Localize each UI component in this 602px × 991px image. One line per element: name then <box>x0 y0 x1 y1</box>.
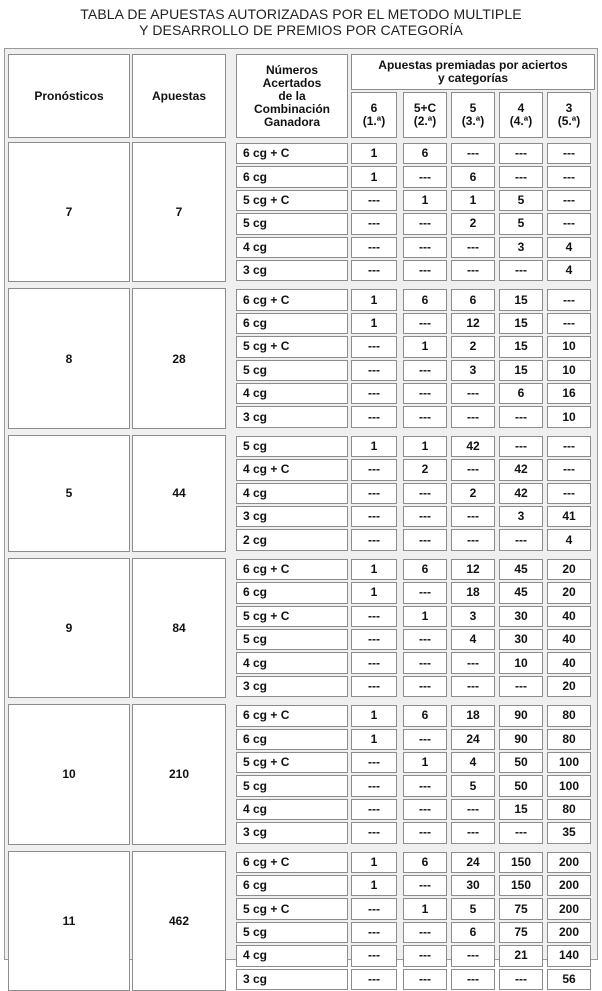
value-cell: 10 <box>547 360 591 381</box>
value-cell: --- <box>451 969 495 990</box>
value-cell: --- <box>451 237 495 258</box>
value-cell: 30 <box>499 629 543 650</box>
value-cell: --- <box>351 799 397 820</box>
value-cell: --- <box>451 459 495 480</box>
value-cell: --- <box>351 213 397 234</box>
value-cell: 4 <box>547 529 591 550</box>
value-cell: 30 <box>451 875 495 896</box>
value-cell: --- <box>351 406 397 427</box>
value-cell: --- <box>351 190 397 211</box>
value-cell: --- <box>403 945 447 966</box>
combo-cell: 3 cg <box>236 506 348 527</box>
value-cell: --- <box>351 506 397 527</box>
group-apuestas: 462 <box>132 851 226 991</box>
value-cell: 20 <box>547 676 591 697</box>
combo-cell: 3 cg <box>236 676 348 697</box>
value-cell: --- <box>499 406 543 427</box>
combo-cell: 5 cg <box>236 775 348 796</box>
value-cell: --- <box>547 190 591 211</box>
value-cell: 16 <box>547 383 591 404</box>
combo-cell: 5 cg + C <box>236 336 348 357</box>
title-line-2: Y DESARROLLO DE PREMIOS POR CATEGORÍA <box>139 22 463 38</box>
value-cell: --- <box>403 313 447 334</box>
group-pronosticos: 11 <box>8 851 130 991</box>
combo-cell: 6 cg <box>236 582 348 603</box>
value-cell: --- <box>547 483 591 504</box>
value-cell: --- <box>547 143 591 164</box>
value-cell: 3 <box>451 606 495 627</box>
value-cell: --- <box>403 652 447 673</box>
value-cell: --- <box>499 676 543 697</box>
value-cell: 12 <box>451 313 495 334</box>
value-cell: --- <box>403 775 447 796</box>
value-cell: 1 <box>351 729 397 750</box>
value-cell: --- <box>403 529 447 550</box>
combo-cell: 4 cg <box>236 383 348 404</box>
value-cell: 50 <box>499 775 543 796</box>
value-cell: 1 <box>351 166 397 187</box>
value-cell: 20 <box>547 582 591 603</box>
combo-cell: 4 cg <box>236 237 348 258</box>
value-cell: 150 <box>499 852 543 873</box>
value-cell: 40 <box>547 629 591 650</box>
value-cell: --- <box>351 652 397 673</box>
value-cell: --- <box>351 237 397 258</box>
value-cell: 4 <box>547 237 591 258</box>
value-cell: 3 <box>451 360 495 381</box>
value-cell: 15 <box>499 289 543 310</box>
value-cell: 1 <box>403 898 447 919</box>
value-cell: 75 <box>499 922 543 943</box>
value-cell: 6 <box>403 559 447 580</box>
value-cell: 21 <box>499 945 543 966</box>
value-cell: 24 <box>451 729 495 750</box>
value-cell: --- <box>451 822 495 843</box>
group-apuestas: 7 <box>132 142 226 282</box>
value-cell: 90 <box>499 705 543 726</box>
value-cell: 12 <box>451 559 495 580</box>
value-cell: 42 <box>499 459 543 480</box>
value-cell: --- <box>403 822 447 843</box>
value-cell: --- <box>351 360 397 381</box>
value-cell: 100 <box>547 752 591 773</box>
value-cell: 200 <box>547 898 591 919</box>
combo-cell: 3 cg <box>236 822 348 843</box>
value-cell: --- <box>403 676 447 697</box>
value-cell: --- <box>403 875 447 896</box>
value-cell: 80 <box>547 799 591 820</box>
value-cell: 2 <box>403 459 447 480</box>
value-cell: 42 <box>451 436 495 457</box>
value-cell: 40 <box>547 652 591 673</box>
value-cell: 35 <box>547 822 591 843</box>
value-cell: --- <box>451 945 495 966</box>
value-cell: 1 <box>403 752 447 773</box>
value-cell: --- <box>351 260 397 281</box>
value-cell: 6 <box>403 705 447 726</box>
combo-cell: 6 cg + C <box>236 705 348 726</box>
value-cell: 140 <box>547 945 591 966</box>
value-cell: 80 <box>547 705 591 726</box>
value-cell: 1 <box>351 143 397 164</box>
combo-cell: 5 cg <box>236 360 348 381</box>
value-cell: --- <box>403 969 447 990</box>
combo-cell: 6 cg + C <box>236 559 348 580</box>
group-apuestas: 28 <box>132 288 226 428</box>
value-cell: --- <box>351 898 397 919</box>
value-cell: 6 <box>451 166 495 187</box>
header-numeros-acertados: Números Acertados de la Combinación Ganadora <box>236 54 348 138</box>
combo-cell: 4 cg <box>236 945 348 966</box>
combo-cell: 6 cg + C <box>236 852 348 873</box>
value-cell: --- <box>351 459 397 480</box>
value-cell: --- <box>451 406 495 427</box>
value-cell: 6 <box>451 922 495 943</box>
value-cell: --- <box>451 260 495 281</box>
value-cell: --- <box>351 629 397 650</box>
value-cell: --- <box>547 436 591 457</box>
value-cell: 50 <box>499 752 543 773</box>
header-category-3: 5 (3.ª) <box>451 92 495 138</box>
value-cell: 1 <box>403 190 447 211</box>
value-cell: --- <box>451 799 495 820</box>
value-cell: --- <box>403 729 447 750</box>
combo-cell: 2 cg <box>236 529 348 550</box>
value-cell: 10 <box>499 652 543 673</box>
value-cell: --- <box>351 483 397 504</box>
combo-cell: 6 cg <box>236 729 348 750</box>
value-cell: 2 <box>451 213 495 234</box>
value-cell: 1 <box>351 875 397 896</box>
value-cell: --- <box>499 166 543 187</box>
value-cell: --- <box>351 529 397 550</box>
value-cell: --- <box>403 629 447 650</box>
combo-cell: 5 cg <box>236 922 348 943</box>
value-cell: 2 <box>451 336 495 357</box>
value-cell: --- <box>351 606 397 627</box>
value-cell: 56 <box>547 969 591 990</box>
value-cell: --- <box>451 529 495 550</box>
value-cell: 75 <box>499 898 543 919</box>
value-cell: 4 <box>547 260 591 281</box>
value-cell: 3 <box>499 237 543 258</box>
title-line-1: TABLA DE APUESTAS AUTORIZADAS POR EL METODO MULTIPLE <box>80 6 522 22</box>
combo-cell: 6 cg + C <box>236 143 348 164</box>
value-cell: 80 <box>547 729 591 750</box>
value-cell: 30 <box>499 606 543 627</box>
value-cell: --- <box>451 676 495 697</box>
value-cell: --- <box>499 143 543 164</box>
value-cell: 10 <box>547 336 591 357</box>
header-category-4: 4 (4.ª) <box>499 92 543 138</box>
value-cell: 1 <box>351 852 397 873</box>
combo-cell: 3 cg <box>236 969 348 990</box>
value-cell: --- <box>403 166 447 187</box>
value-cell: --- <box>403 406 447 427</box>
group-pronosticos: 5 <box>8 435 130 552</box>
value-cell: --- <box>403 483 447 504</box>
value-cell: 18 <box>451 705 495 726</box>
value-cell: 200 <box>547 922 591 943</box>
value-cell: --- <box>499 436 543 457</box>
header-apuestas: Apuestas <box>132 54 226 138</box>
value-cell: --- <box>547 459 591 480</box>
value-cell: 100 <box>547 775 591 796</box>
header-category-2: 5+C (2.ª) <box>403 92 447 138</box>
combo-cell: 4 cg <box>236 652 348 673</box>
value-cell: --- <box>351 945 397 966</box>
value-cell: 6 <box>403 852 447 873</box>
value-cell: 5 <box>451 898 495 919</box>
value-cell: 2 <box>451 483 495 504</box>
value-cell: --- <box>351 336 397 357</box>
value-cell: --- <box>403 360 447 381</box>
header-pronosticos: Pronósticos <box>8 54 130 138</box>
value-cell: 15 <box>499 313 543 334</box>
combo-cell: 5 cg + C <box>236 898 348 919</box>
value-cell: 6 <box>403 143 447 164</box>
value-cell: 41 <box>547 506 591 527</box>
value-cell: --- <box>403 213 447 234</box>
value-cell: 15 <box>499 360 543 381</box>
value-cell: --- <box>451 652 495 673</box>
value-cell: 200 <box>547 852 591 873</box>
value-cell: --- <box>499 969 543 990</box>
value-cell: --- <box>403 922 447 943</box>
value-cell: --- <box>499 822 543 843</box>
value-cell: 1 <box>403 336 447 357</box>
value-cell: --- <box>547 289 591 310</box>
value-cell: --- <box>403 237 447 258</box>
value-cell: --- <box>403 260 447 281</box>
combo-cell: 5 cg + C <box>236 606 348 627</box>
value-cell: --- <box>351 822 397 843</box>
combo-cell: 3 cg <box>236 406 348 427</box>
value-cell: 20 <box>547 559 591 580</box>
header-category-5: 3 (5.ª) <box>547 92 591 138</box>
value-cell: 40 <box>547 606 591 627</box>
value-cell: 4 <box>451 752 495 773</box>
value-cell: 45 <box>499 559 543 580</box>
combo-cell: 5 cg <box>236 436 348 457</box>
value-cell: --- <box>351 969 397 990</box>
value-cell: --- <box>451 506 495 527</box>
combo-cell: 5 cg <box>236 213 348 234</box>
value-cell: 150 <box>499 875 543 896</box>
combo-cell: 4 cg <box>236 799 348 820</box>
value-cell: 5 <box>499 213 543 234</box>
combo-cell: 4 cg + C <box>236 459 348 480</box>
value-cell: --- <box>403 799 447 820</box>
value-cell: 6 <box>451 289 495 310</box>
value-cell: 4 <box>451 629 495 650</box>
value-cell: --- <box>499 529 543 550</box>
combo-cell: 5 cg <box>236 629 348 650</box>
value-cell: --- <box>403 506 447 527</box>
group-pronosticos: 8 <box>8 288 130 428</box>
value-cell: --- <box>547 313 591 334</box>
value-cell: 1 <box>403 606 447 627</box>
combo-cell: 3 cg <box>236 260 348 281</box>
value-cell: 15 <box>499 336 543 357</box>
header-apuestas-premiadas: Apuestas premiadas por aciertos y categorías <box>351 54 595 90</box>
combo-cell: 5 cg + C <box>236 190 348 211</box>
value-cell: --- <box>547 166 591 187</box>
value-cell: 24 <box>451 852 495 873</box>
value-cell: --- <box>351 775 397 796</box>
value-cell: 1 <box>351 313 397 334</box>
table-title <box>0 6 602 38</box>
value-cell: 18 <box>451 582 495 603</box>
value-cell: 1 <box>351 582 397 603</box>
value-cell: 1 <box>351 559 397 580</box>
value-cell: 10 <box>547 406 591 427</box>
value-cell: --- <box>547 213 591 234</box>
group-apuestas: 84 <box>132 558 226 698</box>
group-apuestas: 210 <box>132 704 226 844</box>
value-cell: --- <box>351 752 397 773</box>
value-cell: 42 <box>499 483 543 504</box>
value-cell: --- <box>351 676 397 697</box>
value-cell: 1 <box>451 190 495 211</box>
value-cell: 6 <box>499 383 543 404</box>
value-cell: 1 <box>403 436 447 457</box>
value-cell: --- <box>403 582 447 603</box>
value-cell: 5 <box>499 190 543 211</box>
value-cell: --- <box>499 260 543 281</box>
group-pronosticos: 9 <box>8 558 130 698</box>
value-cell: 15 <box>499 799 543 820</box>
combo-cell: 6 cg <box>236 313 348 334</box>
value-cell: 6 <box>403 289 447 310</box>
value-cell: --- <box>351 383 397 404</box>
value-cell: 200 <box>547 875 591 896</box>
group-apuestas: 44 <box>132 435 226 552</box>
value-cell: 1 <box>351 436 397 457</box>
value-cell: --- <box>451 383 495 404</box>
value-cell: 3 <box>499 506 543 527</box>
combo-cell: 6 cg <box>236 875 348 896</box>
value-cell: --- <box>403 383 447 404</box>
value-cell: 90 <box>499 729 543 750</box>
value-cell: 1 <box>351 705 397 726</box>
value-cell: --- <box>351 922 397 943</box>
combo-cell: 6 cg <box>236 166 348 187</box>
value-cell: --- <box>451 143 495 164</box>
value-cell: 45 <box>499 582 543 603</box>
combo-cell: 6 cg + C <box>236 289 348 310</box>
value-cell: 1 <box>351 289 397 310</box>
combo-cell: 5 cg + C <box>236 752 348 773</box>
combo-cell: 4 cg <box>236 483 348 504</box>
group-pronosticos: 10 <box>8 704 130 844</box>
value-cell: 5 <box>451 775 495 796</box>
group-pronosticos: 7 <box>8 142 130 282</box>
header-category-1: 6 (1.ª) <box>351 92 397 138</box>
